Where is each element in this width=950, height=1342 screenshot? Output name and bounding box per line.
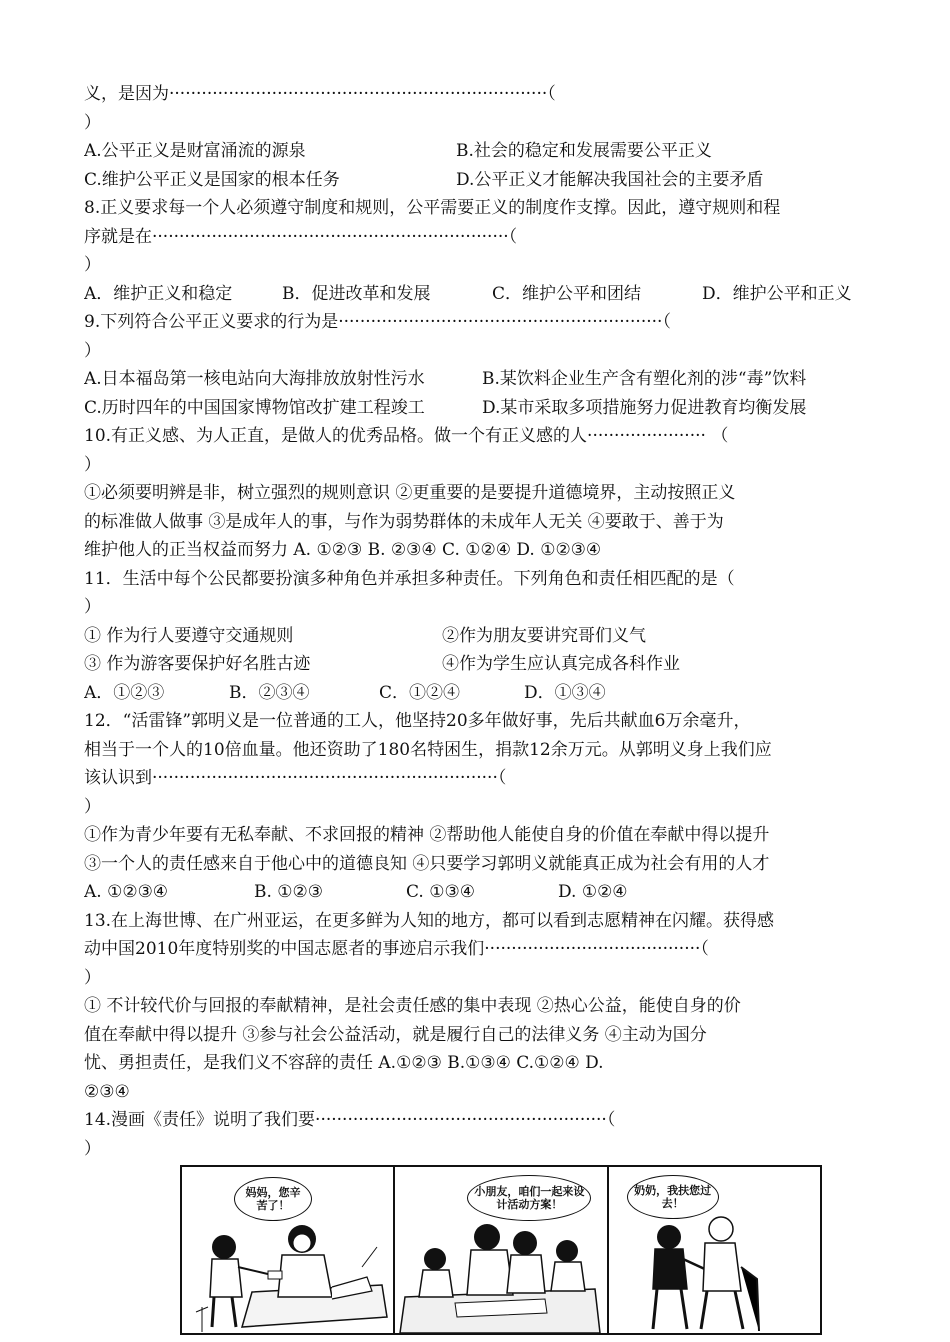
- option-cell: D．维护公平和正义: [702, 283, 852, 304]
- option-row: [84, 394, 869, 423]
- option-cell: C．维护公平和团结: [492, 283, 642, 304]
- option-cell: A.日本福岛第一核电站向大海排放放射性污水: [84, 369, 425, 389]
- text-line: 8.正义要求每一个人必须遵守制度和规则，公平需要正义的制度作支撑。因此，遵守规则和程: [84, 198, 781, 218]
- text-line: ）: [84, 796, 101, 817]
- option-cell: B. ①②③: [254, 882, 324, 902]
- option-row: [84, 280, 869, 309]
- option-cell: D.公平正义才能解决我国社会的主要矛盾: [456, 169, 764, 190]
- text-line: 相当于一个人的10倍血量。他还资助了180名特困生，捐款12余万元。从郭明义身上我们应: [84, 739, 772, 760]
- option-cell: ③ 作为游客要保护好名胜古迹: [84, 654, 311, 674]
- comic-responsibility: [180, 1165, 822, 1335]
- option-row: [84, 679, 869, 708]
- text-line: ）: [84, 255, 101, 275]
- option-row: [84, 650, 869, 679]
- option-row: [84, 365, 869, 394]
- option-cell: A. ①②③④: [84, 882, 169, 902]
- text-line: 动中国2010年度特别奖的中国志愿者的事迹启示我们········································（: [84, 939, 709, 959]
- text-line: ②③④: [84, 1081, 130, 1102]
- option-cell: ① 作为行人要遵守交通规则: [84, 625, 294, 646]
- text-line: 11．生活中每个公民都要扮演多种角色并承担多种责任。下列角色和责任相匹配的是（: [84, 568, 735, 589]
- text-line: ）: [84, 967, 101, 988]
- option-cell: C．①②④: [379, 682, 461, 703]
- text-line: ）: [84, 1138, 101, 1159]
- text-line: ③一个人的责任感来自于他心中的道德良知 ④只要学习郭明义就能真正成为社会有用的人才: [84, 853, 770, 874]
- text-line: ）: [84, 340, 101, 361]
- comic-panel-3: [609, 1167, 820, 1333]
- option-cell: ④作为学生应认真完成各科作业: [442, 654, 680, 674]
- option-cell: D.某市采取多项措施努力促进教育均衡发展: [482, 397, 807, 418]
- option-cell: C.历时四年的中国国家博物馆改扩建工程竣工: [84, 397, 425, 418]
- text-line: 该认识到································································（: [84, 768, 507, 788]
- text-line: 维护他人的正当权益而努力 A. ①②③ B. ②③④ C. ①②④ D. ①②③④: [84, 540, 602, 560]
- option-cell: D．①③④: [524, 682, 606, 703]
- option-row: [84, 137, 869, 166]
- comic-panel-1: [182, 1167, 395, 1333]
- option-cell: B.社会的稳定和发展需要公平正义: [456, 141, 712, 161]
- text-line: ① 不计较代价与回报的奉献精神，是社会责任感的集中表现 ②热心公益，能使自身的价: [84, 996, 741, 1016]
- speech-bubble-1: 妈妈，您辛苦了！: [234, 1177, 312, 1221]
- option-cell: D. ①②④: [558, 882, 628, 902]
- option-row: [84, 622, 869, 651]
- option-cell: ②作为朋友要讲究哥们义气: [442, 625, 646, 646]
- speech-bubble-2: 小朋友，咱们一起来设计活动方案！: [467, 1175, 591, 1221]
- option-cell: B.某饮料企业生产含有塑化剂的涉“毒”饮料: [482, 369, 807, 389]
- comic-panel-2: [395, 1167, 608, 1333]
- option-row: [84, 878, 869, 907]
- text-line: 12．“活雷锋”郭明义是一位普通的工人，他坚持20多年做好事，先后共献血6万余毫升，: [84, 711, 751, 731]
- text-line: 值在奉献中得以提升 ③参与社会公益活动，就是履行自己的法律义务 ④主动为国分: [84, 1024, 707, 1045]
- text-line: 14.漫画《责任》说明了我们要······················································（: [84, 1110, 616, 1130]
- exam-page: [84, 80, 869, 1163]
- option-cell: A．①②③: [84, 682, 165, 703]
- option-cell: A．维护正义和稳定: [84, 283, 233, 304]
- option-row: [84, 166, 869, 195]
- text-line: 序就是在··································································（: [84, 226, 518, 247]
- text-line: 10.有正义感、为人正直，是做人的优秀品格。做一个有正义感的人······················ （: [84, 426, 729, 446]
- text-line: ）: [84, 597, 101, 617]
- text-line: 的标准做人做事 ③是成年人的事，与作为弱势群体的未成年人无关 ④要敢于、善于为: [84, 511, 724, 532]
- option-cell: A.公平正义是财富涌流的源泉: [84, 141, 306, 161]
- option-cell: C. ①③④: [406, 882, 475, 902]
- text-line: ①必须要明辨是非，树立强烈的规则意识 ②更重要的是要提升道德境界，主动按照正义: [84, 483, 736, 503]
- text-line: 9.下列符合公平正义要求的行为是····························································（: [84, 312, 671, 332]
- text-line: 13.在上海世博、在广州亚运，在更多鲜为人知的地方，都可以看到志愿精神在闪耀。获得感: [84, 910, 775, 931]
- option-cell: B．促进改革和发展: [282, 283, 431, 304]
- text-line: ）: [84, 112, 101, 133]
- speech-bubble-3: 奶奶，我扶您过去！: [627, 1175, 719, 1219]
- text-line: 忧、勇担责任，是我们义不容辞的责任 A.①②③ B.①③④ C.①②④ D.: [84, 1053, 604, 1073]
- text-line: 义，是因为······································································（: [84, 84, 556, 104]
- option-cell: B．②③④: [229, 682, 310, 703]
- text-line: ①作为青少年要有无私奉献、不求回报的精神 ②帮助他人能使自身的价值在奉献中得以提升: [84, 825, 770, 845]
- text-line: ）: [84, 454, 101, 475]
- option-cell: C.维护公平正义是国家的根本任务: [84, 169, 340, 190]
